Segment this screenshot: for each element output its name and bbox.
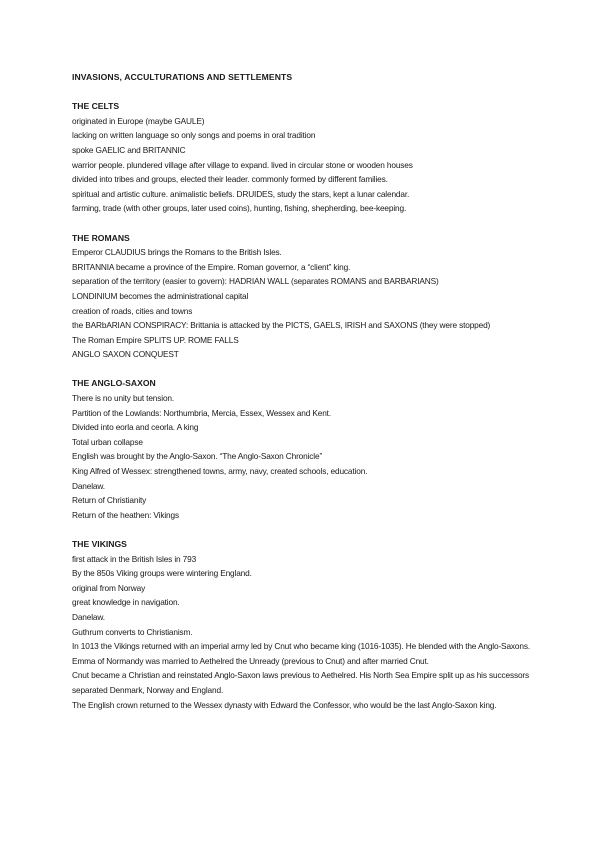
section-heading: THE ANGLO-SAXON (72, 378, 156, 389)
text-line: spoke GAELIC and BRITANNIC (72, 144, 186, 155)
text-line: The English crown returned to the Wessex dynasty with Edward the Confessor, who would be the last Anglo-Saxon king. (72, 699, 497, 710)
text-line: Return of the heathen: Vikings (72, 509, 179, 520)
text-line: separated Denmark, Norway and England. (72, 684, 224, 695)
text-line: Emperor CLAUDIUS brings the Romans to the British Isles. (72, 247, 282, 258)
section-heading: THE CELTS (72, 101, 120, 112)
text-line: In 1013 the Vikings returned with an imperial army led by Cnut who became king (1016-1035). He blended with the Anglo-Saxons. (72, 641, 530, 652)
text-line: Danelaw. (72, 480, 105, 491)
text-line: original from Norway (72, 582, 146, 593)
text-line: BRITANNIA became a province of the Empire. Roman governor, a “client” king. (72, 261, 351, 272)
text-line: divided into tribes and groups, elected their leader. commonly formed by different families. (72, 174, 388, 185)
text-line: spiritual and artistic culture. animalistic beliefs. DRUIDES, study the stars, kept a lunar calendar. (72, 188, 410, 199)
text-line: By the 850s Viking groups were wintering England. (72, 568, 252, 579)
section-the-romans (72, 231, 592, 362)
text-line: great knowledge in navigation. (72, 597, 180, 608)
text-line: lacking on written language so only songs and poems in oral tradition (72, 130, 316, 141)
text-line: Cnut became a Christian and reinstated Anglo-Saxon laws previous to Aethelred. His North Sea Empire split up as his successors (72, 670, 530, 681)
text-line: the BARbARIAN CONSPIRACY: Brittania is attacked by the PICTS, GAELS, IRISH and SAXONS (they were stopped) (72, 320, 491, 331)
text-line: Danelaw. (72, 611, 105, 622)
section-heading: THE ROMANS (72, 232, 130, 243)
section-the-celts (72, 99, 592, 216)
text-line: originated in Europe (maybe GAULE) (72, 115, 205, 126)
text-line: farming, trade (with other groups, later used coins), hunting, fishing, shepherding, bee-keeping. (72, 203, 407, 214)
text-line: separation of the territory (easier to govern): HADRIAN WALL (separates ROMANS and BARBARIANS) (72, 276, 439, 287)
text-line: Return of Christianity (72, 495, 147, 506)
text-line: The Roman Empire SPLITS UP. ROME FALLS (72, 334, 239, 345)
text-line: Guthrum converts to Christianism. (72, 626, 193, 637)
document-content (72, 70, 592, 727)
section-heading: THE VIKINGS (72, 539, 127, 549)
text-line: creation of roads, cities and towns (72, 305, 193, 316)
text-line: first attack in the British Isles in 793 (72, 553, 197, 564)
text-line: LONDINIUM becomes the administrational capital (72, 290, 249, 301)
document-title: INVASIONS, ACCULTURATIONS AND SETTLEMENTS (72, 72, 293, 82)
section-the-vikings (72, 537, 592, 712)
section-the-anglo-saxon (72, 376, 592, 522)
text-line: Total urban collapse (72, 436, 143, 447)
text-line: warrior people. plundered village after village to expand. lived in circular stone or wooden houses (72, 159, 413, 170)
sections-container (72, 99, 592, 712)
text-line: Partition of the Lowlands: Northumbria, Mercia, Essex, Wessex and Kent. (72, 407, 331, 418)
text-line: There is no unity but tension. (72, 393, 175, 404)
text-line: ANGLO SAXON CONQUEST (72, 349, 179, 360)
text-line: Divided into eorla and ceorla. A king (72, 422, 199, 433)
text-line: Emma of Normandy was married to Aethelred the Unready (previous to Cnut) and after married Cnut. (72, 655, 429, 666)
text-line: English was brought by the Anglo-Saxon. “The Anglo-Saxon Chronicle” (72, 451, 323, 462)
text-line: King Alfred of Wessex: strengthened towns, army, navy, created schools, education. (72, 466, 368, 477)
